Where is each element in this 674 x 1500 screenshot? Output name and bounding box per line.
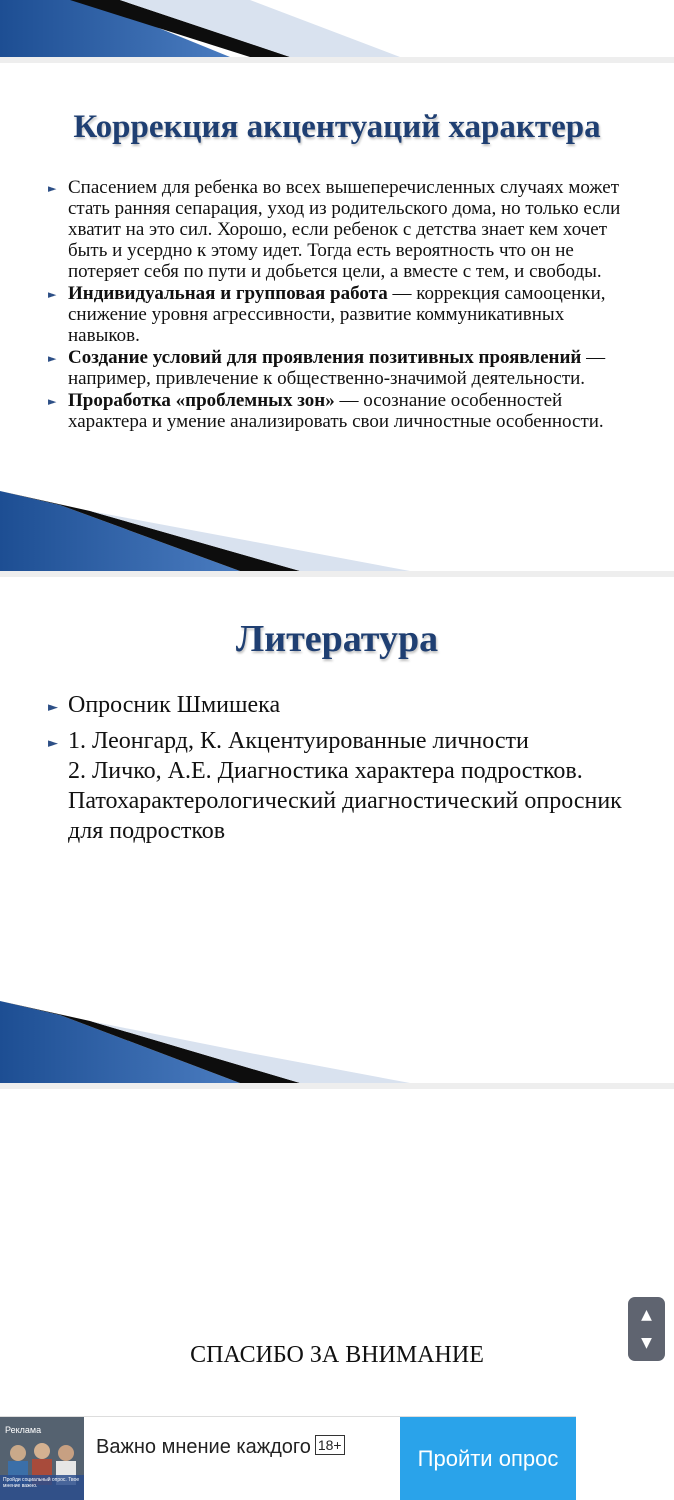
slide-literature bbox=[0, 577, 674, 1083]
ad-cta-button[interactable]: Пройти опрос bbox=[400, 1417, 576, 1500]
scroll-controls bbox=[628, 1297, 665, 1361]
bullet-arrow-icon: ► bbox=[48, 352, 57, 365]
scroll-up-icon[interactable]: ▲ bbox=[641, 1307, 652, 1323]
list-item: ► Проработка «проблемных зон» — осознание особенностей характера и умение анализировать свои личностные особенности. bbox=[48, 390, 604, 432]
bullet-arrow-icon: ► bbox=[48, 736, 58, 751]
slide-previous-tail bbox=[0, 0, 674, 57]
slide-decoration bbox=[0, 0, 674, 57]
slide-correction bbox=[0, 63, 674, 571]
list-item: ► 1. Леонгард, К. Акцентуированные личности 2. Личко, А.Е. Диагностика характера подростков. Патохарактерологический диагностический опросник для подростков bbox=[48, 728, 622, 844]
bullet-list bbox=[48, 177, 638, 433]
slide-title: Коррекция акцентуаций характера bbox=[73, 109, 601, 145]
list-item: ► Спасением для ребенка во всех вышеперечисленных случаях может стать ранняя сепарация, уход из родительского дома, но только если хватит на это сил. Хорошо, если ребенок с детства знает кем хочет быть и усердно к этому идет. Тогда есть вероятность что он не потеряет себя по пути и добьется цели, а вместе с тем, и свободы. bbox=[48, 177, 621, 282]
bullet-arrow-icon: ► bbox=[48, 182, 57, 195]
ad-thumb-label: Реклама bbox=[5, 1425, 42, 1435]
slide-title: Литература bbox=[235, 618, 439, 660]
slide-decoration bbox=[0, 1001, 674, 1083]
ad-thumbnail[interactable] bbox=[0, 1417, 84, 1500]
list-item: ► Индивидуальная и групповая работа — коррекция самооценки, снижение уровня агрессивности, развитие коммуникативных навыков. bbox=[48, 283, 606, 346]
list-item: ► Опросник Шмишека bbox=[68, 690, 648, 720]
scroll-down-icon[interactable]: ▼ bbox=[641, 1335, 652, 1351]
closing-text: СПАСИБО ЗА ВНИМАНИЕ bbox=[190, 1342, 484, 1368]
bullet-arrow-icon: ► bbox=[48, 700, 58, 715]
bullet-arrow-icon: ► bbox=[48, 395, 57, 408]
slide-decoration bbox=[0, 491, 674, 571]
ad-thumb-caption: Пройди социальный опрос. Твое мнение важно. bbox=[3, 1477, 80, 1489]
bullet-list bbox=[48, 690, 648, 852]
list-item: ► Создание условий для проявления позитивных проявлений — например, привлечение к общественно-значимой деятельности. bbox=[48, 347, 606, 389]
age-rating-badge: 18+ bbox=[315, 1435, 345, 1455]
bullet-arrow-icon: ► bbox=[48, 288, 57, 301]
ad-text: Важно мнение каждого 18+ bbox=[96, 1435, 345, 1459]
ad-banner[interactable] bbox=[0, 1416, 576, 1500]
